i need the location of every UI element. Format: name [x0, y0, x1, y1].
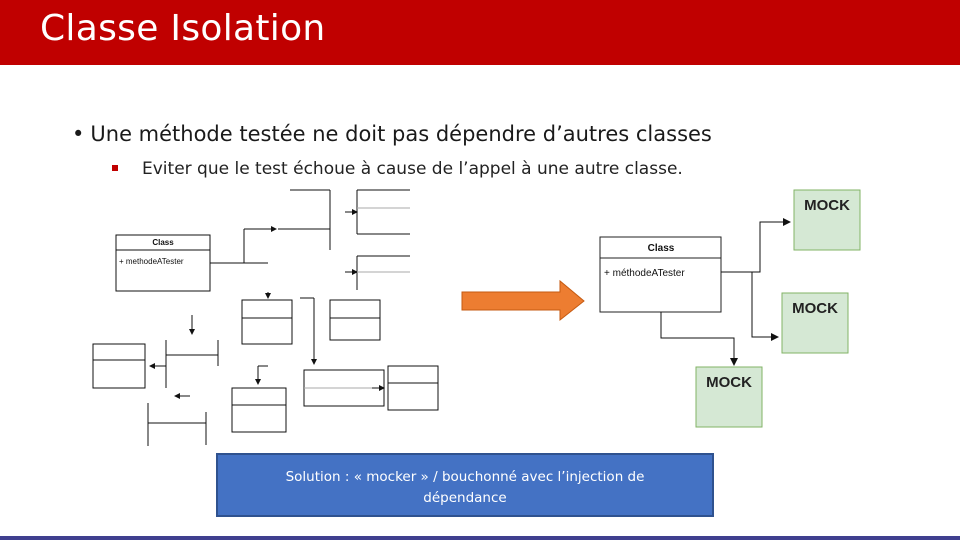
- mock-box-2: [782, 293, 848, 353]
- transition-arrow-icon: [462, 281, 584, 320]
- mock-3-label: MOCK: [706, 374, 752, 391]
- solution-line-2: dépendance: [423, 490, 507, 506]
- bullet-level-1-text: Une méthode testée ne doit pas dépendre d’autres classes: [90, 122, 712, 146]
- mock-box-1: [794, 190, 860, 250]
- mock-box-3: [696, 367, 762, 427]
- left-dependency-diagram: [93, 190, 438, 446]
- left-class-name: Class: [152, 238, 174, 247]
- right-class-method: + méthodeATester: [604, 268, 685, 279]
- bottom-rule: [0, 536, 960, 540]
- mock-1-label: MOCK: [804, 197, 850, 214]
- left-class-method: + methodeATester: [119, 257, 184, 266]
- mock-2-label: MOCK: [792, 300, 838, 317]
- bullet-level-2-text: Eviter que le test échoue à cause de l’appel à une autre classe.: [142, 159, 683, 179]
- bullet-dot: •: [72, 122, 85, 146]
- right-class-name: Class: [647, 243, 675, 254]
- solution-box: [216, 453, 714, 517]
- solution-line-1: Solution : « mocker » / bouchonné avec l’injection de: [285, 469, 645, 485]
- slide-title: Classe Isolation: [40, 8, 326, 49]
